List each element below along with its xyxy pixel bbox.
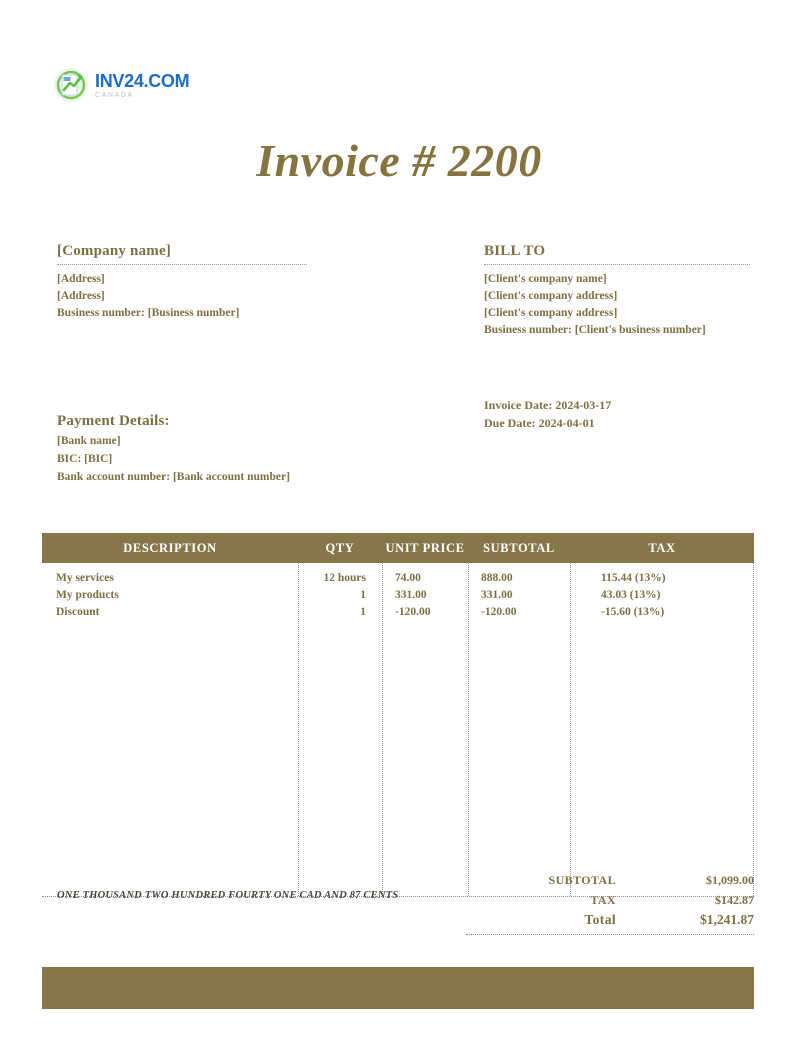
- brand-logo[interactable]: [52, 66, 189, 104]
- totals-row-tax: [466, 890, 754, 910]
- total-label: Total: [584, 912, 616, 927]
- column-header-unit-price: UNIT PRICE: [385, 540, 465, 555]
- items-table-header: [42, 533, 754, 563]
- table-row: -120.00: [395, 606, 431, 618]
- table-row: 12 hours: [323, 572, 366, 584]
- client-address-line-1: [Client's company address]: [484, 290, 618, 302]
- column-header-subtotal: SUBTOTAL: [483, 540, 555, 555]
- column-subtotal: [468, 563, 570, 896]
- seller-address-line-2: [Address]: [57, 290, 105, 302]
- table-row: 115.44 (13%): [601, 572, 666, 584]
- bank-bic: BIC: [BIC]: [57, 453, 113, 465]
- footer-bar: [42, 967, 754, 1009]
- totals-block: [466, 870, 754, 935]
- payment-details-block: [57, 413, 307, 486]
- table-row: 74.00: [395, 572, 421, 584]
- tax-value: $142.87: [715, 893, 754, 907]
- table-row: 331.00: [395, 589, 427, 601]
- column-header-tax: TAX: [648, 540, 676, 555]
- table-row: Discount: [56, 606, 100, 618]
- brand-name: INV24.COM: [95, 70, 190, 91]
- column-description: [42, 563, 298, 896]
- column-header-description: DESCRIPTION: [123, 540, 217, 555]
- seller-address-line-1: [Address]: [57, 273, 105, 285]
- table-row: -120.00: [481, 606, 517, 618]
- bill-to-divider: [484, 264, 750, 265]
- seller-block: [57, 243, 307, 322]
- bank-account-number: Bank account number: [Bank account number]: [57, 471, 290, 483]
- page-title: Invoice # 2200: [256, 135, 542, 186]
- payment-details-heading: Payment Details:: [57, 413, 170, 429]
- bank-name: [Bank name]: [57, 435, 121, 447]
- table-row: 43.03 (13%): [601, 589, 661, 601]
- table-row: 1: [360, 606, 366, 618]
- seller-company-name: [Company name]: [57, 243, 172, 259]
- table-row: My services: [56, 572, 114, 584]
- items-table: [42, 533, 754, 897]
- invoice-document-icon: [52, 66, 90, 104]
- table-row: 888.00: [481, 572, 513, 584]
- seller-business-number: Business number: [Business number]: [57, 307, 240, 319]
- bill-to-block: [484, 243, 750, 339]
- table-row: My products: [56, 589, 119, 601]
- column-tax: [570, 563, 754, 896]
- column-header-qty: QTY: [325, 540, 355, 555]
- table-row: 331.00: [481, 589, 513, 601]
- bill-to-heading: BILL TO: [484, 243, 546, 259]
- client-business-number: Business number: [Client's business number]: [484, 324, 706, 336]
- brand-subtitle: CANADA: [95, 91, 134, 99]
- subtotal-label: SUBTOTAL: [548, 873, 616, 887]
- table-row: 1: [360, 589, 366, 601]
- subtotal-value: $1,099.00: [706, 873, 754, 887]
- total-value: $1,241.87: [700, 912, 754, 927]
- client-address-line-2: [Client's company address]: [484, 307, 618, 319]
- tax-label: TAX: [590, 893, 616, 907]
- table-row: -15.60 (13%): [601, 606, 665, 618]
- amount-in-words: ONE THOUSAND TWO HUNDRED FOURTY ONE CAD AND 87 CENTS: [57, 890, 399, 901]
- due-date: Due Date: 2024-04-01: [484, 416, 595, 430]
- column-qty: [298, 563, 382, 896]
- client-company-name: [Client's company name]: [484, 273, 607, 285]
- totals-row-subtotal: [466, 870, 754, 890]
- invoice-dates: [484, 396, 611, 432]
- seller-divider: [57, 264, 307, 265]
- invoice-date: Invoice Date: 2024-03-17: [484, 398, 612, 412]
- items-table-body: [42, 563, 754, 897]
- totals-row-total: [466, 910, 754, 930]
- column-unit-price: [382, 563, 468, 896]
